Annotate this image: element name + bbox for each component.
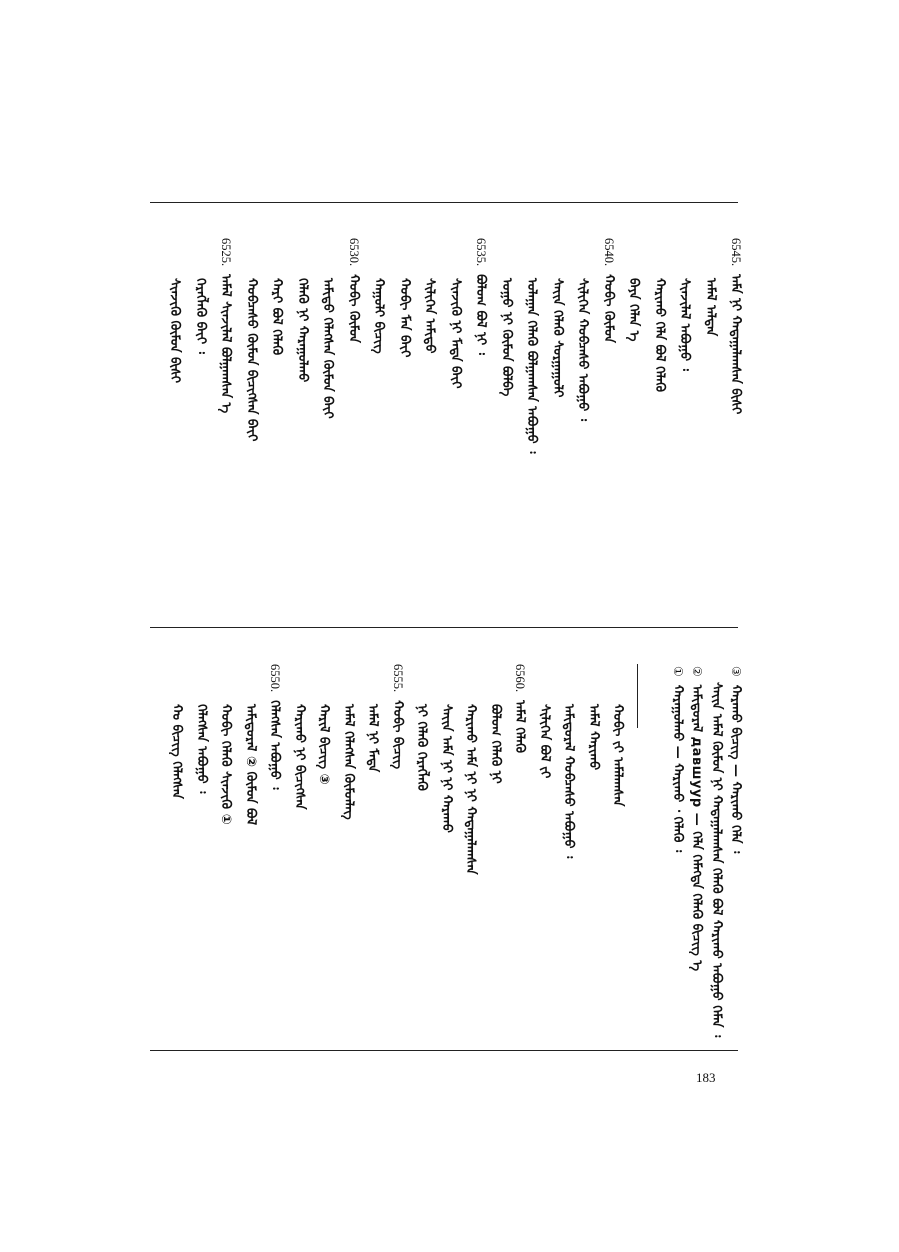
verse-text: ᠬᠠᠷᠢᠯ ᠪᠢᠴᠢᠭ ③ <box>316 704 331 785</box>
footnote-marker: ② <box>690 666 704 677</box>
verse-text: ᠰᠢᠯᠢᠭᠡᠨ ᠬᠤᠪᠴᠠᠰᠤ ᠠᠪᠤᠭᠤ ᠄ <box>575 278 590 422</box>
verse-text: ᠬᠤᠪᠢ ᠬᠦᠮᠦᠨ <box>345 274 361 343</box>
verse-text: ᠬᠤ ᠪᠢᠴᠢᠭ ᠬᠡᠯᠡᠭᠰᠡᠨ <box>169 704 184 799</box>
verse-number: 6550. <box>268 664 282 693</box>
verse-text: ᠬᠠᠷᠢᠬᠤ ᠬᠡᠯᠡ ᠪᠤᠯ ᠬᠡᠯᠡᠬᠦ <box>651 278 667 392</box>
verse-number: 6560. <box>513 664 527 693</box>
verse-text: ᠠᠮᠠᠯ ᠬᠠᠷᠢᠬᠤ <box>585 704 601 771</box>
verse-text: ᠤᠭᠤ ᠨᠢ ᠬᠦᠮᠦᠨ ᠪᠣᠯᠪᠠ <box>498 278 514 397</box>
verse-text: ᠬᠡᠯᠡᠭᠰᠡᠨ ᠠᠪᠤᠭᠤ ᠄ <box>193 704 209 794</box>
verse-text: ᠬᠤᠪᠢ ᠪᠢᠴᠢᠭ <box>389 700 405 770</box>
verse-text: ᠪᠤᠯᠤᠭ ᠪᠤᠯ ᠨᠢ ᠄ <box>473 274 488 355</box>
verse-text: ᠤᠯᠠᠭᠠᠨ ᠬᠡᠯᠡᠬᠦ ᠪᠣᠯᠭᠠᠭᠰᠠᠨ ᠠᠪᠤᠭᠤ ᠄ <box>524 278 539 454</box>
verse-text: ᠰᠢᠯᠢᠭᠡᠨ ᠪᠤᠯ ᠶ᠋ᠢ <box>536 704 552 779</box>
verse-text: ᠬᠠᠷᠢ ᠪᠤᠯ ᠬᠡᠯᠡᠬᠦ <box>269 278 284 356</box>
verse-text: ᠠᠮᠠᠯ ᠬᠡᠯᠡᠬᠦ <box>512 700 527 754</box>
verse-text: ᠰᠠᠶ᠋ᠢᠨ ᠠᠮᠠ ᠨᠢ ᠨᠢ ᠬᠠᠷᠠᠬᠤ <box>438 704 454 833</box>
verse-text: ᠠᠮᠠᠯ ᠰᠢᠨᠵᠢᠯᠡᠯ ᠪᠤᠯᠭᠠᠭᠰᠠᠨ ᠡ <box>218 274 233 414</box>
verse-number: 6530. <box>346 238 361 267</box>
verse-number: 6540. <box>601 238 616 267</box>
verse-text: ᠬᠤᠪᠢ ᠶ᠋ᠢ ᠠᠮᠠᠯᠠᠭᠰᠠᠨ <box>610 704 625 807</box>
verse-text: ᠬᠠᠭᠤᠯᠢ ᠪᠢᠴᠢᠭ <box>371 278 386 354</box>
footnote-marker: ③ <box>729 666 743 677</box>
verse-number: 6525. <box>219 238 233 267</box>
verse-text: ᠰᠢᠯᠢᠭᠡᠨ ᠠᠮᠢᠳᠤ <box>422 278 437 354</box>
verse-text: ᠠᠮᠠᠯ ᠠᠯᠳᠠᠨ <box>702 278 718 337</box>
verse-text: ᠬᠠᠷᠢᠬᠤ ᠠᠮᠠ ᠨᠢ ᠨᠢ ᠬᠠᠳᠠᠭᠠᠯᠠᠭᠰᠠᠨ <box>463 704 478 875</box>
verse-text: ᠠᠮᠢᠳᠤ ᠬᠡᠯᠡᠭᠰᠡᠨ ᠬᠦᠮᠦᠨ ᠪᠠᠶ᠋ᠢ <box>320 278 335 419</box>
verse-text: ᠬᠤᠪᠢ ᠮᠠᠨ ᠪᠠᠶ᠋ᠢ <box>396 278 412 358</box>
footnote-text: ᠬᠠᠷᠠᠬᠤ ᠪᠢᠴᠢᠭ — ᠬᠠᠷᠢᠬᠤ ᠬᠡᠯᠡ ᠄ <box>728 684 743 854</box>
verse-text: ᠪᠤᠯᠤᠭ ᠬᠡᠯᠡᠬᠦ ᠨᠢ <box>487 704 503 784</box>
verse-text: ᠰᠢᠨᠵᠢᠬᠦ ᠨᠢ ᠮᠡᠳᠡ ᠪᠠᠶ᠋ᠢ <box>447 278 463 389</box>
verse-text: ᠬᠡᠯᠡᠬᠦ ᠨᠢ ᠬᠠᠷᠠᠭᠤᠯᠬᠤ <box>294 278 310 383</box>
verse-text: ᠰᠠᠶ᠋ᠢᠨ ᠬᠡᠯᠡᠬᠦ ᠰᠤᠷᠭᠠᠭᠤᠯᠢ <box>549 278 565 398</box>
verse-text: ᠬᠡᠯᠡᠭᠰᠡᠨ ᠠᠪᠤᠭᠤ ᠄ <box>267 700 282 790</box>
verse-text: ᠨᠢ ᠬᠡᠯᠡᠬᠦ ᠬᠡᠷᠡᠭᠯᠡᠬᠦ <box>414 704 429 791</box>
verse-number: 6555. <box>390 664 405 693</box>
verse-text: ᠠᠮᠢᠳᠤᠷᠠᠯ ② ᠬᠦᠮᠦᠨ ᠪᠤᠯ <box>242 704 258 826</box>
verse-text: ᠠᠮᠠᠯ ᠬᠡᠯᠡᠭᠰᠡᠨ ᠬᠦᠮᠦᠨᠯᠡᠭ <box>340 704 356 820</box>
verse-text: ᠰᠢᠨᠵᠢᠯᠡᠯ ᠠᠪᠤᠭᠤ ᠄ <box>677 278 692 371</box>
footnote-text: ᠰᠠᠶ᠋ᠢᠨ ᠠᠮᠠᠯ ᠬᠦᠮᠦᠨ ᠨᠢ ᠬᠠᠳᠠᠭᠠᠯᠠᠭᠰᠠᠨ ᠬᠡᠯᠡᠬᠦ ᠪᠤᠯ ᠬᠠᠷᠢᠬᠤ ᠠᠪᠤᠭᠤ ᠬᠡᠮᠡᠨ ᠄ <box>708 682 724 1038</box>
verse-number: 6545. <box>729 238 743 267</box>
verse-text: ᠬᠤᠪᠢ ᠬᠡᠯᠡᠬᠦ ᠰᠢᠨᠵᠢᠬᠦ ① <box>218 704 233 825</box>
verse-text: ᠠᠮᠠ ᠨᠢ ᠬᠠᠳᠠᠭᠠᠯᠠᠭᠰᠠᠨ ᠪᠢᠰᠢ <box>728 274 743 415</box>
bottom-rule <box>150 1050 738 1051</box>
page-number: 183 <box>696 1070 716 1085</box>
verse-text: ᠠᠮᠢᠳᠤᠷᠠᠯ ᠬᠤᠪᠴᠠᠰᠤ ᠠᠪᠤᠭᠤ ᠄ <box>561 704 576 859</box>
verse-text: ᠬᠡᠷᠡᠭᠯᠡᠬᠦ ᠪᠠᠶ᠋ᠢ ᠄ <box>192 278 208 354</box>
footnote-text: ᠬᠠᠷᠠᠭᠤᠯᠬᠤ — ᠬᠠᠷᠢᠬᠤ ᠂ ᠬᠡᠯᠡᠬᠦ ᠄ <box>669 684 685 853</box>
footnote-separator <box>637 664 638 728</box>
footnote-text: ᠠᠮᠢᠳᠤᠷᠠᠯ давшуур — ᠬᠡᠯᠡ ᠬᠡᠮᠡᠭᠳᠡ ᠬᠡᠯᠡᠬᠦ ᠪᠢᠴᠢᠭ ᠡ <box>689 684 704 972</box>
verse-text: ᠬᠤᠪᠴᠠᠰᠤ ᠬᠦᠮᠦᠨ ᠪᠢᠴᠢᠭᠰᠡᠨ ᠪᠠᠶ᠋ᠢ <box>243 278 259 442</box>
top-rule <box>150 202 738 203</box>
verse-number: 6535. <box>474 238 488 267</box>
middle-rule <box>150 627 738 628</box>
verse-text: ᠪᠠᠶᠠ ᠬᠡᠯᠡᠨ ᠡ <box>626 278 641 342</box>
verse-text: ᠰᠢᠨᠵᠢᠬᠦ ᠬᠦᠮᠦᠨ ᠪᠢᠰᠢ <box>167 278 182 384</box>
footnote-marker: ① <box>670 666 685 677</box>
verse-text: ᠬᠠᠷᠢᠬᠤ ᠨᠢ ᠪᠢᠴᠢᠭᠰᠡᠨ <box>291 704 307 810</box>
verse-text: ᠠᠮᠠᠯ ᠨᠢ ᠮᠡᠳᠡ <box>365 704 380 773</box>
verse-text: ᠬᠤᠪᠢ ᠬᠦᠮᠦᠨ <box>600 274 616 343</box>
